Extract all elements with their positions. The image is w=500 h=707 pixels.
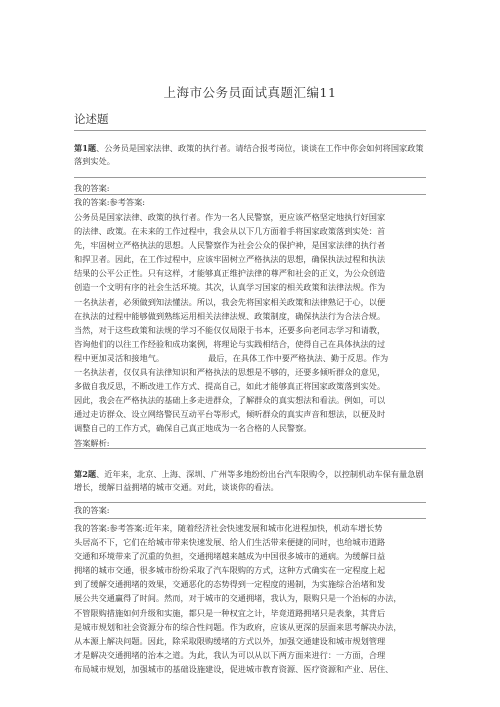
answer-2-line: 交通和环境带来了沉重的负担，交通拥堵越来越成为中国很多城市的通病。为缓解日益: [74, 551, 386, 562]
answer-2-line: 拥堵的城市交通，很多城市纷纷采取了汽车限购的方式，这种方式确实在一定程度上起: [74, 565, 386, 576]
section-divider: [74, 130, 426, 131]
question-2: [74, 468, 426, 494]
answer-1-divider-bottom: [74, 448, 426, 449]
answer-1-line: 公务员是国家法律、政策的执行者。作为一名人民警察，更应该严格坚定地执行好国家: [74, 212, 386, 222]
answer-2-line: 布局城市规划，加强城市的基础设施建设，促进城市教育资源、医疗资源和产业、居住、: [74, 663, 394, 674]
answer-2-line: 我的答案:参考答案:近年来，随着经济社会快速发展和城市化进程加快，机动车增长势: [74, 523, 383, 533]
answer-1-line: 先，牢固树立严格执法的思想。人民警察作为社会公众的保护神，是国家法律的执行者: [74, 240, 386, 251]
answer-2-body: [74, 521, 426, 676]
answer-1-line: 因此，我会在严格执法的基础上多走进群众，了解群众的真实想法和看法。例如，可以: [74, 395, 386, 406]
answer-1-divider-top: [74, 177, 426, 178]
answer-2-line: 到了缓解交通拥堵的效果，交通恶化的态势得到一定程度的遏制，为实施综合治堵和发: [74, 579, 386, 590]
answer-1-line: [74, 351, 426, 365]
answer-1-line-part: 最后，在具体工作中要严格执法、勤于反思。作为: [208, 352, 389, 363]
answer-1-line: 调整自己的工作方式，确保自己真正地成为一名合格的人民警察。: [74, 423, 312, 434]
answer-2-line: 从本源上解决问题。因此，除采取限购缓堵的方式以外，加强交通建设和城市规划管理: [74, 635, 386, 646]
answer-1-line: 通过走访群众、设立网络警民互动平台等形式，倾听群众的真实声音和想法，以便及时: [74, 409, 386, 420]
answer-1-ref-label: 我的答案:参考答案:: [74, 197, 146, 207]
answer-2-line: 才是解决交通拥堵的治本之道。为此，我认为可以从以下两方面来进行：一方面，合理: [74, 649, 386, 660]
answer-1-line: 咨询他们的以往工作经验和成功案例，将理论与实践相结合，使得自己在具体执法的过: [74, 338, 386, 349]
answer-2-line: 展公共交通赢得了时间。然而，对于城市的交通拥堵，我认为，限购只是一个治标的办法，: [74, 593, 402, 604]
answer-1-body: [74, 210, 426, 450]
answer-1-line: 一名执法者，仅仅具有法律知识和严格执法的思想是不够的，还要多倾听群众的意见，: [74, 367, 386, 378]
page-title: 上海市公务员面试真题汇编11: [163, 85, 337, 100]
answer-1-line: 一名执法者，必须做到知法懂法。所以，我会先将国家相关政策和法律熟记于心，以便: [74, 296, 386, 307]
answer-1-line: 的法律、政策。在未来的工作过程中，我会从以下几方面着手将国家政策落到实处：首: [74, 226, 386, 237]
answer-1-heading: 我的答案:: [74, 183, 110, 193]
question-1-text: 、公务员是国家法律、政策的执行者。请结合报考岗位，谈谈在工作中你会如何将国家政策落到实处。: [74, 143, 424, 166]
answer-1-line: 多做自我反思，不断改进工作方式、提高自己，如此才能够真正将国家政策落到实处。: [74, 381, 386, 392]
answer-2-line: 不管限购措施如何升级和实施，都只是一种权宜之计，毕竟道路拥堵只是表象，其背后: [74, 607, 386, 618]
answer-1-line: 结果的公平公正性。只有这样，才能够真正维护法律的尊严和社会的正义，为公众创造: [74, 268, 386, 279]
question-1: [74, 142, 426, 168]
section-heading: 论述题: [74, 112, 109, 126]
answer-2-line: 是城市规划和社会资源分布的综合性问题。作为政府，应该从更深的层面来思考解决办法，: [74, 621, 402, 632]
question-1-number: 第1题: [74, 143, 97, 153]
answer-1-line: 当然，对于这些政策和法规的学习不能仅仅局限于书本，还要多向老同志学习和请教，: [74, 324, 386, 335]
answer-1-line: 创造一个文明有序的社会生活环境。其次，认真学习国家的相关政策和法律法规。作为: [74, 282, 386, 293]
answer-1-line: 在执法的过程中能够做到熟练运用相关法律法规、政策制度，确保执法行为合法合规。: [74, 310, 386, 321]
answer-1-line: 和捍卫者。因此，在工作过程中，应该牢固树立严格执法的思想，确保执法过程和执法: [74, 254, 386, 265]
answer-1-divider-mid: [74, 194, 426, 195]
answer-2-divider-top: [74, 502, 426, 503]
answer-1-line-part: 程中更加灵活和接地气。: [74, 352, 165, 363]
answer-2-line: 头居高不下，它们在给城市带来快速发展、给人们生活带来便捷的同时，也给城市道路: [74, 537, 386, 548]
answer-1-analysis-label: 答案解析:: [74, 437, 110, 448]
question-2-number: 第2题: [74, 469, 97, 479]
answer-2-heading: 我的答案:: [74, 505, 110, 515]
question-2-text: 、近年来，北京、上海、深圳、广州等多地纷纷出台汽车限购令，以控制机动车保有量急剧增长，缓解日益拥堵的城市交通。对此，谈谈你的看法。: [74, 469, 424, 492]
answer-2-divider-mid: [74, 518, 426, 519]
